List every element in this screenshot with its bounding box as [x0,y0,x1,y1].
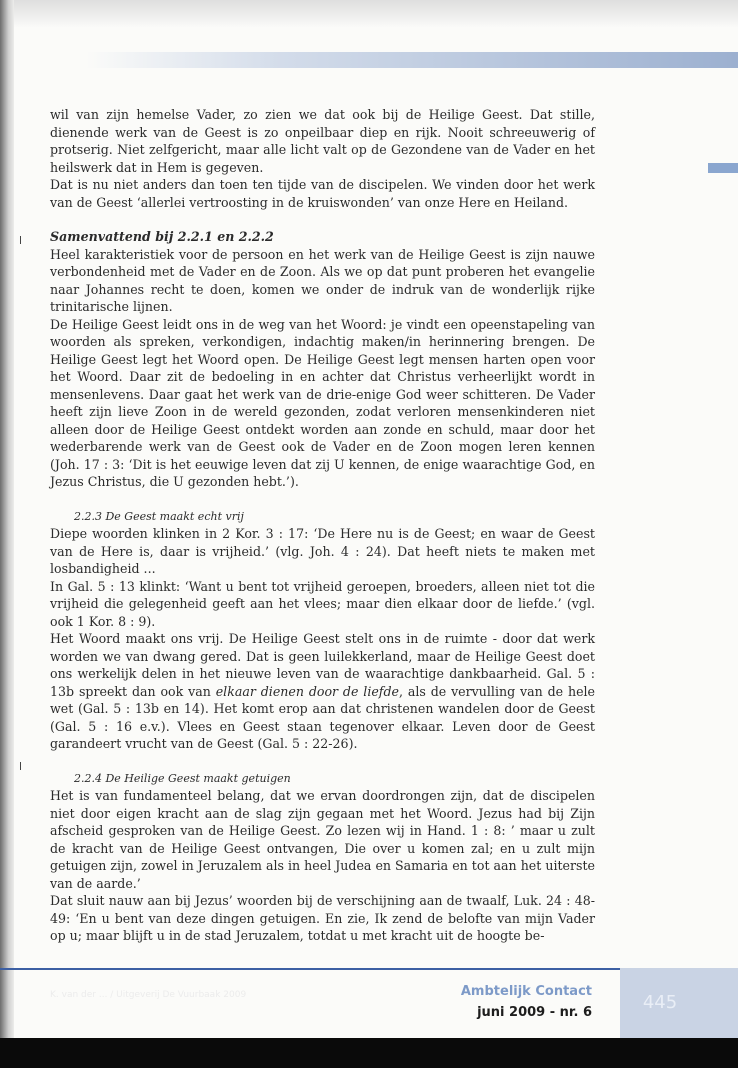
side-tab-marker [708,163,738,173]
paragraph: Heel karakteristiek voor de persoon en het werk van de Heilige Geest is zijn nauwe verbondenheid met de Vader en de Zoon. Als we op dat punt proberen het evangelie naar Johannes recht te doen, komen we onder de indruk van de wonderlijk rijke trinitarische lijnen. [50,246,595,314]
paragraph: In Gal. 5 : 13 klinkt: ‘Want u bent tot vrijheid geroepen, broeders, alleen niet tot die vrijheid die gelegenheid geeft aan het vlees; maar dien elkaar door de liefde.’ (vgl. ook 1 Kor. 8 : 9). [50,578,595,629]
binding-shadow [0,0,14,1068]
margin-mark [20,236,21,244]
paragraph-text: , als de vervulling van de hele wet (Gal. 5 : 13b en 14). Het komt erop aan dat christenen wandelen door de Geest (Gal. 5 : 16 e.v.). Vlees en Geest staan tegenover elkaar. Leven door de Geest garandeert vrucht van de Geest (Gal. 5 : 22-26). [50,683,596,751]
footer-rule [0,968,620,970]
paragraph: Diepe woorden klinken in 2 Kor. 3 : 17: ‘De Here nu is de Geest; en waar de Geest van de Here is, daar is vrijheid.’ (vlg. Joh. 4 : 24). Dat heeft niets te maken met losbandigheid ... [50,526,595,576]
paragraph: Het is van fundamenteel belang, dat we ervan doordrongen zijn, dat de discipelen niet door eigen kracht aan de slag zijn gegaan met het Woord. Jezus had bij Zijn afscheid gesproken van de Heilige Geest. Zo lezen wij in Hand. 1 : 8: ’ maar u zult de kracht van de Heilige Geest ontvangen, Die over u komen zal; en u zult mijn getuigen zijn, zowel in Jeruzalem als in heel Judea en Samaria en tot aan het uiterste van de aarde.’ [50,788,595,891]
page-number: 445 [642,992,678,1013]
paragraph [50,630,595,753]
article-body [50,106,595,945]
page-number-box [620,968,738,1038]
paragraph: wil van zijn hemelse Vader, zo zien we dat ook bij de Heilige Geest. Dat stille, dienende werk van de Geest is zo onpeilbaar diep en rijk. Nooit schreeuwerig of protserig. Niet zelfgericht, maar alle licht valt op de Gezondene van de Vader en het heilswerk dat in Hem is gegeven. [50,107,595,175]
magazine-title: Ambtelijk Contact [460,984,592,999]
emphasis-text: elkaar dienen door de liefde [215,683,399,699]
scan-bottom-edge [0,1038,738,1068]
subsection-heading: 2.2.4 De Heilige Geest maakt getuigen [74,771,291,785]
section-heading: Samenvattend bij 2.2.1 en 2.2.2 [50,229,274,244]
paragraph: Dat is nu niet anders dan toen ten tijde van de discipelen. We vinden door het werk van de Geest ‘allerlei vertroosting in de kruiswonden’ van onze Here en Heiland. [50,177,595,210]
margin-mark [20,762,21,770]
footer-faint-text: K. van der ... / Uitgeverij De Vuurbaak 2009 [50,990,247,1000]
header-color-bar [86,52,738,68]
issue-date: juni 2009 - nr. 6 [477,1005,592,1020]
top-shadow [14,0,738,28]
subsection-heading: 2.2.3 De Geest maakt echt vrij [74,509,244,523]
paragraph-text: Het Woord maakt ons vrij. De Heilige Geest stelt ons in de ruimte - door dat werk worden we van dwang gered. Dat is geen luilekkerland, maar de Heilige Geest doet ons werkelijk delen in het nieuwe leven van de waarachtige dankbaarheid. Gal. 5 : 13b spreekt dan ook van [50,631,595,699]
paragraph: De Heilige Geest leidt ons in de weg van het Woord: je vindt een opeenstapeling van woorden als spreken, verkondigen, indachtig maken/in herinnering brengen. De Heilige Geest legt het Woord open. De Heilige Geest legt mensen harten open voor het Woord. Daar zit de bedoeling in en achter dat Christus verheerlijkt wordt in mensenlevens. Daar gaat het werk van de drie-enige God weer schitteren. De Vader heeft zijn lieve Zoon in de wereld gezonden, zodat verloren mensenkinderen niet alleen door de Heilige Geest ontdekt worden aan zonde en schuld, maar door het wederbarende werk van de Geest ook de Vader en de Zoon mogen leren kennen (Joh. 17 : 3: ‘Dit is het eeuwige leven dat zij U kennen, de enige waarachtige God, en Jezus Christus, die U gezonden hebt.’). [50,316,595,489]
paragraph: Dat sluit nauw aan bij Jezus’ woorden bij de verschijning aan de twaalf, Luk. 24 : 48-49: ‘En u bent van deze dingen getuigen. En zie, Ik zend de belofte van mijn Vader op u; maar blijft u in de stad Jeruzalem, totdat u met kracht uit de hoogte be- [50,893,595,943]
